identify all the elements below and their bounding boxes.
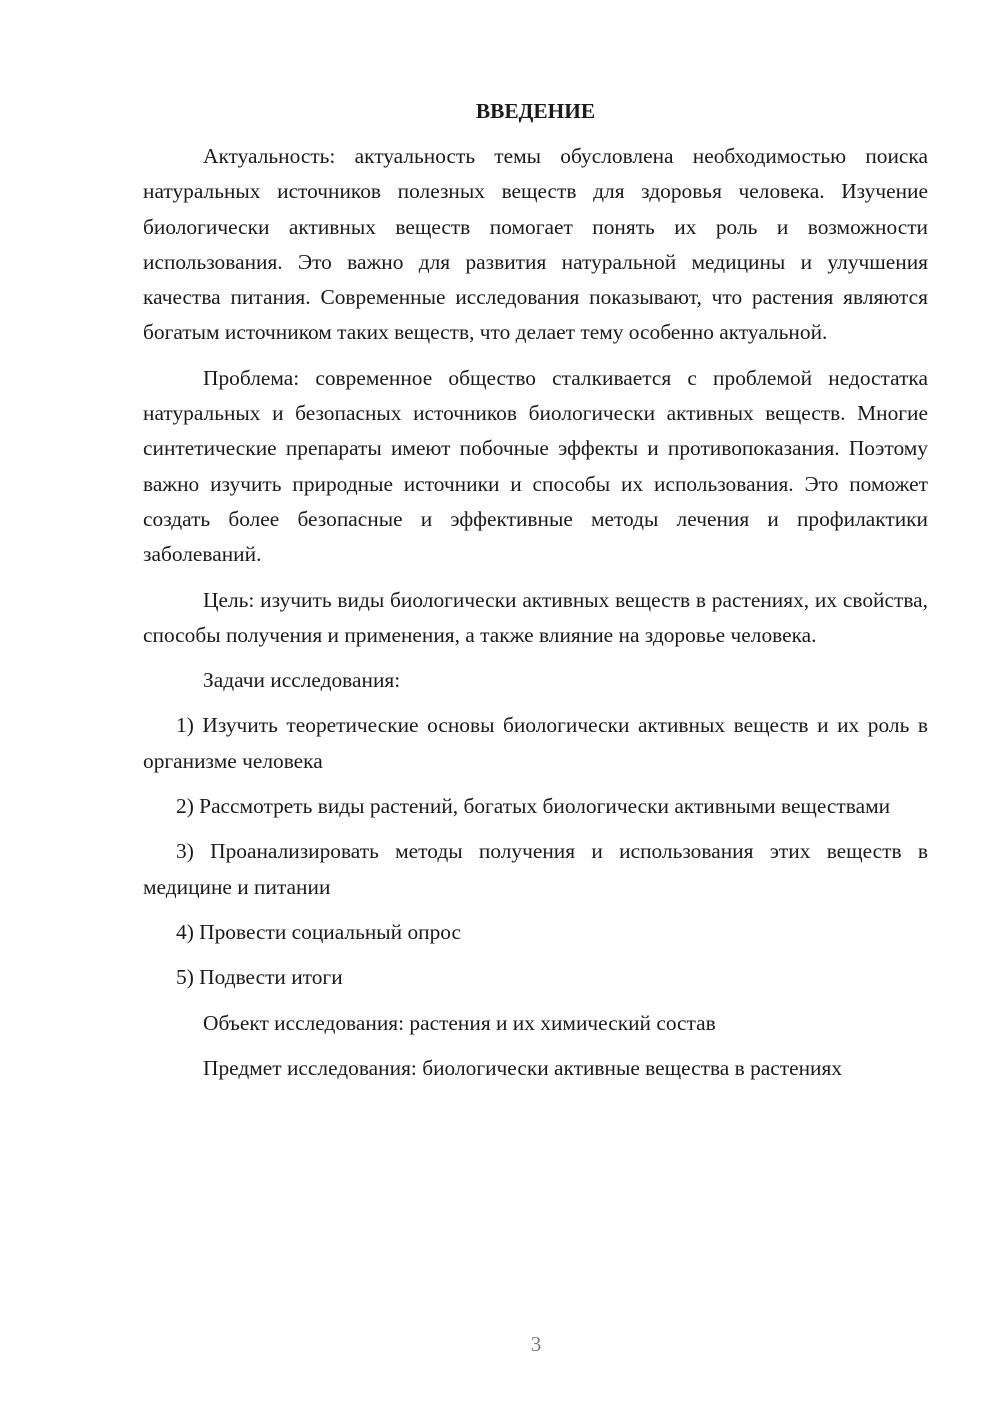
task-item-1: 1) Изучить теоретические основы биологически активных веществ и их роль в организме человека [143, 713, 928, 773]
problem-paragraph: Проблема: современное общество сталкивается с проблемой недостатка натуральных и безопасных источников биологически активных веществ. Многие синтетические препараты имеют побочные эффекты и противопоказания. Поэтому важно изучить природные источники и способы их использования. Это поможет создать более безопасные и эффективные методы лечения и профилактики заболеваний. [143, 365, 928, 567]
goal-paragraph: Цель: изучить виды биологически активных веществ в растениях, их свойства, способы получения и применения, а также влияние на здоровье человека. [143, 587, 928, 647]
page-number: 3 [530, 1332, 542, 1356]
tasks-heading: Задачи исследования: [203, 668, 401, 693]
task-item-3: 3) Проанализировать методы получения и использования этих веществ в медицине и питании [143, 839, 928, 899]
relevance-paragraph: Актуальность: актуальность темы обусловлена необходимостью поиска натуральных источников полезных веществ для здоровья человека. Изучение биологически активных веществ помогает понять их роль и возможности использования. Это важно для развития натуральной медицины и улучшения качества питания. Современные исследования показывают, что растения являются богатым источником таких веществ, что делает тему особенно актуальной. [143, 144, 928, 345]
section-title: ВВЕДЕНИЕ [475, 99, 596, 123]
task-item-4: 4) Провести социальный опрос [176, 919, 462, 944]
page-content [143, 94, 928, 1096]
task-item-5: 5) Подвести итоги [176, 965, 343, 990]
object-paragraph: Объект исследования: растения и их химический состав [203, 1010, 716, 1035]
task-item-2: 2) Рассмотреть виды растений, богатых биологически активными веществами [176, 794, 891, 819]
subject-paragraph: Предмет исследования: биологически активные вещества в растениях [203, 1055, 843, 1080]
